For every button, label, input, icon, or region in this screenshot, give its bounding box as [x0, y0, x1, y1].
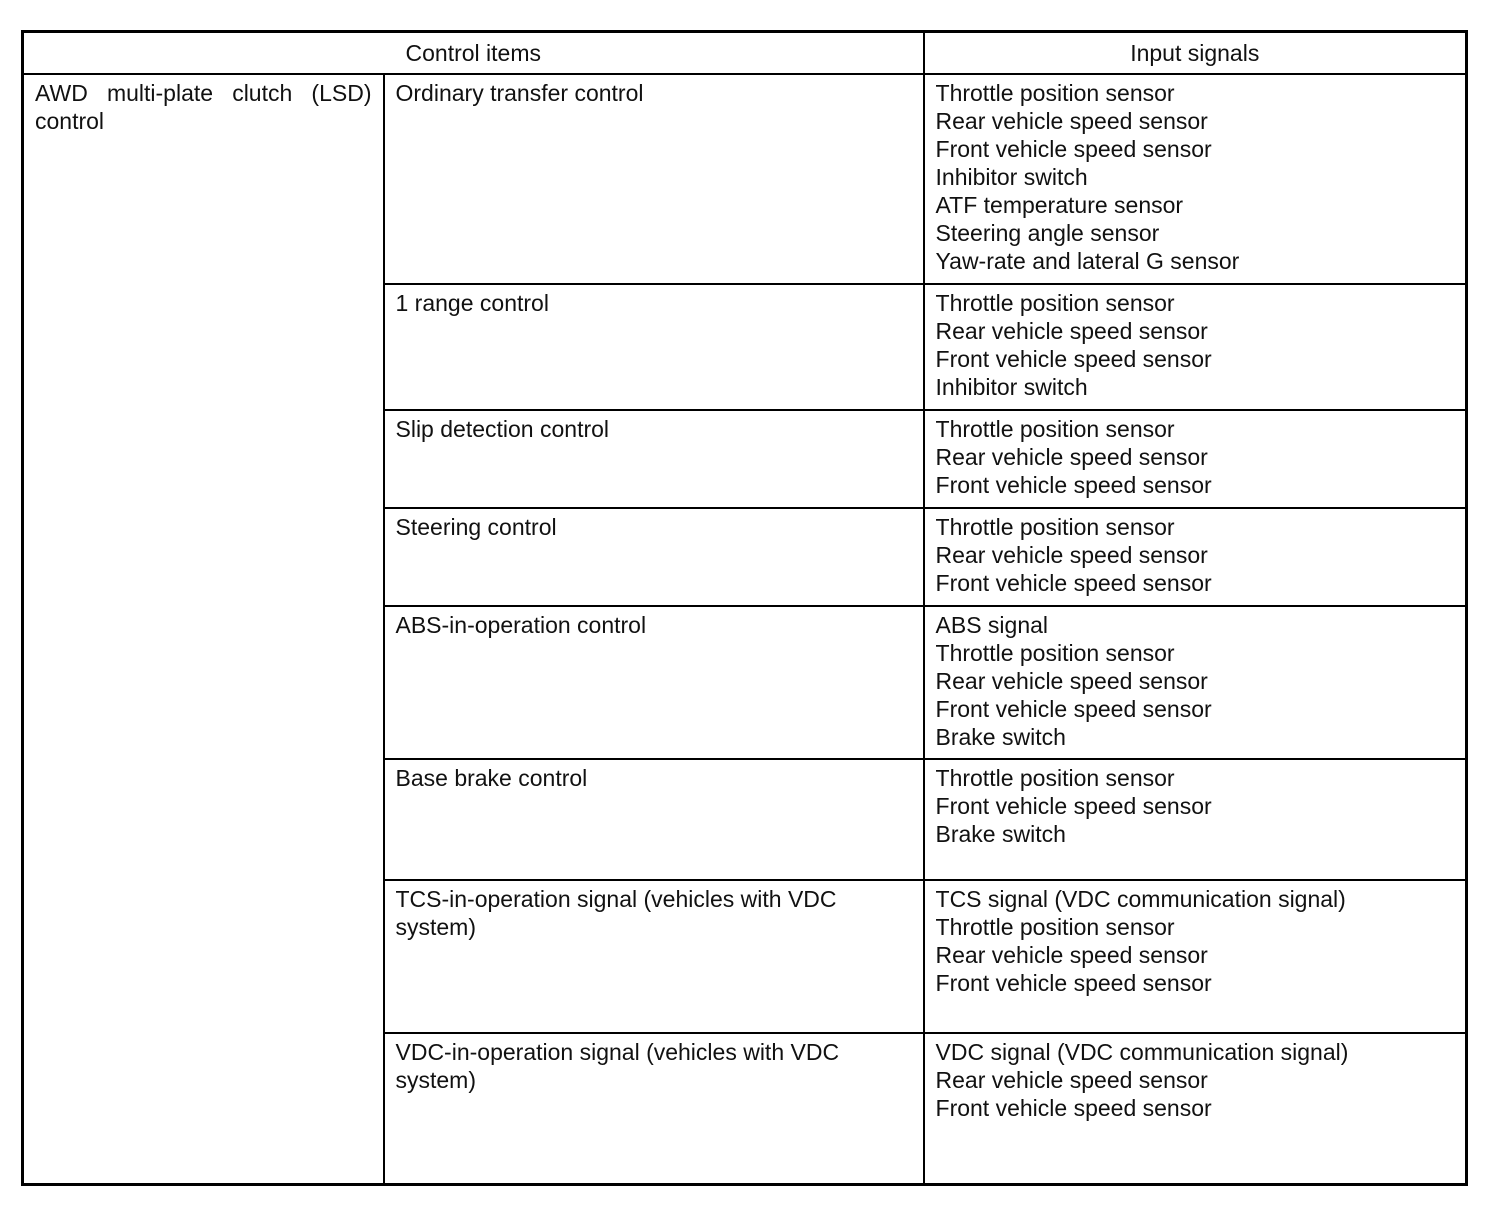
signal-item: Yaw-rate and lateral G sensor: [935, 247, 1240, 274]
header-row: [23, 32, 1467, 74]
signal-item: Throttle position sensor: [935, 764, 1175, 791]
signal-item: Rear vehicle speed sensor: [935, 1066, 1208, 1093]
signal-item: Front vehicle speed sensor: [935, 345, 1212, 372]
signal-item: Front vehicle speed sensor: [935, 471, 1212, 498]
signal-item: Front vehicle speed sensor: [935, 969, 1212, 996]
input-signals-cell: [924, 508, 1467, 606]
signal-item: Throttle position sensor: [935, 913, 1175, 940]
input-signals-cell: [924, 74, 1467, 284]
signal-item: TCS signal (VDC communication signal): [935, 885, 1346, 912]
header-input-signals: Input signals: [924, 32, 1467, 74]
header-control-items: Control items: [23, 32, 924, 74]
signal-item: Rear vehicle speed sensor: [935, 541, 1208, 568]
signal-item: Rear vehicle speed sensor: [935, 667, 1208, 694]
signal-item: Steering angle sensor: [935, 219, 1160, 246]
signal-item: Front vehicle speed sensor: [935, 135, 1212, 162]
signal-item: Rear vehicle speed sensor: [935, 107, 1208, 134]
signal-item: Throttle position sensor: [935, 415, 1175, 442]
signal-item: ATF temperature sensor: [935, 191, 1184, 218]
signal-list: [936, 611, 1455, 751]
control-item-cell: 1 range control: [384, 284, 924, 410]
signal-item: Throttle position sensor: [935, 79, 1175, 106]
signal-item: Rear vehicle speed sensor: [935, 443, 1208, 470]
signal-item: Throttle position sensor: [935, 513, 1175, 540]
signal-item: Rear vehicle speed sensor: [935, 317, 1208, 344]
control-item-cell: Steering control: [384, 508, 924, 606]
control-item-cell: VDC-in-operation signal (vehicles with VDC system): [384, 1033, 924, 1185]
control-scope-cell: AWD multi-plate clutch (LSD) control: [23, 74, 384, 1185]
signal-item: Front vehicle speed sensor: [935, 792, 1212, 819]
signal-item: Inhibitor switch: [935, 373, 1088, 400]
control-item-cell: TCS-in-operation signal (vehicles with VDC system): [384, 880, 924, 1033]
signal-item: VDC signal (VDC communication signal): [935, 1038, 1349, 1065]
control-items-table: [21, 30, 1468, 1186]
signal-list: [936, 1038, 1455, 1122]
control-item-cell: Ordinary transfer control: [384, 74, 924, 284]
signal-item: Front vehicle speed sensor: [935, 1094, 1212, 1121]
table-row: [23, 74, 1467, 284]
control-item-cell: ABS-in-operation control: [384, 606, 924, 759]
signal-item: Throttle position sensor: [935, 289, 1175, 316]
input-signals-cell: [924, 606, 1467, 759]
signal-item: Rear vehicle speed sensor: [935, 941, 1208, 968]
input-signals-cell: [924, 1033, 1467, 1185]
signal-list: [936, 415, 1455, 499]
signal-list: [936, 885, 1455, 997]
control-item-cell: Slip detection control: [384, 410, 924, 508]
signal-list: [936, 79, 1455, 275]
input-signals-cell: [924, 880, 1467, 1033]
signal-item: Front vehicle speed sensor: [935, 695, 1212, 722]
signal-list: [936, 513, 1455, 597]
signal-item: Throttle position sensor: [935, 639, 1175, 666]
signal-list: [936, 764, 1455, 848]
signal-item: Front vehicle speed sensor: [935, 569, 1212, 596]
signal-item: Brake switch: [935, 723, 1066, 750]
input-signals-cell: [924, 759, 1467, 880]
signal-item: ABS signal: [935, 611, 1049, 638]
signal-list: [936, 289, 1455, 401]
signal-item: Brake switch: [935, 820, 1066, 847]
input-signals-cell: [924, 410, 1467, 508]
input-signals-cell: [924, 284, 1467, 410]
control-item-cell: Base brake control: [384, 759, 924, 880]
signal-item: Inhibitor switch: [935, 163, 1088, 190]
